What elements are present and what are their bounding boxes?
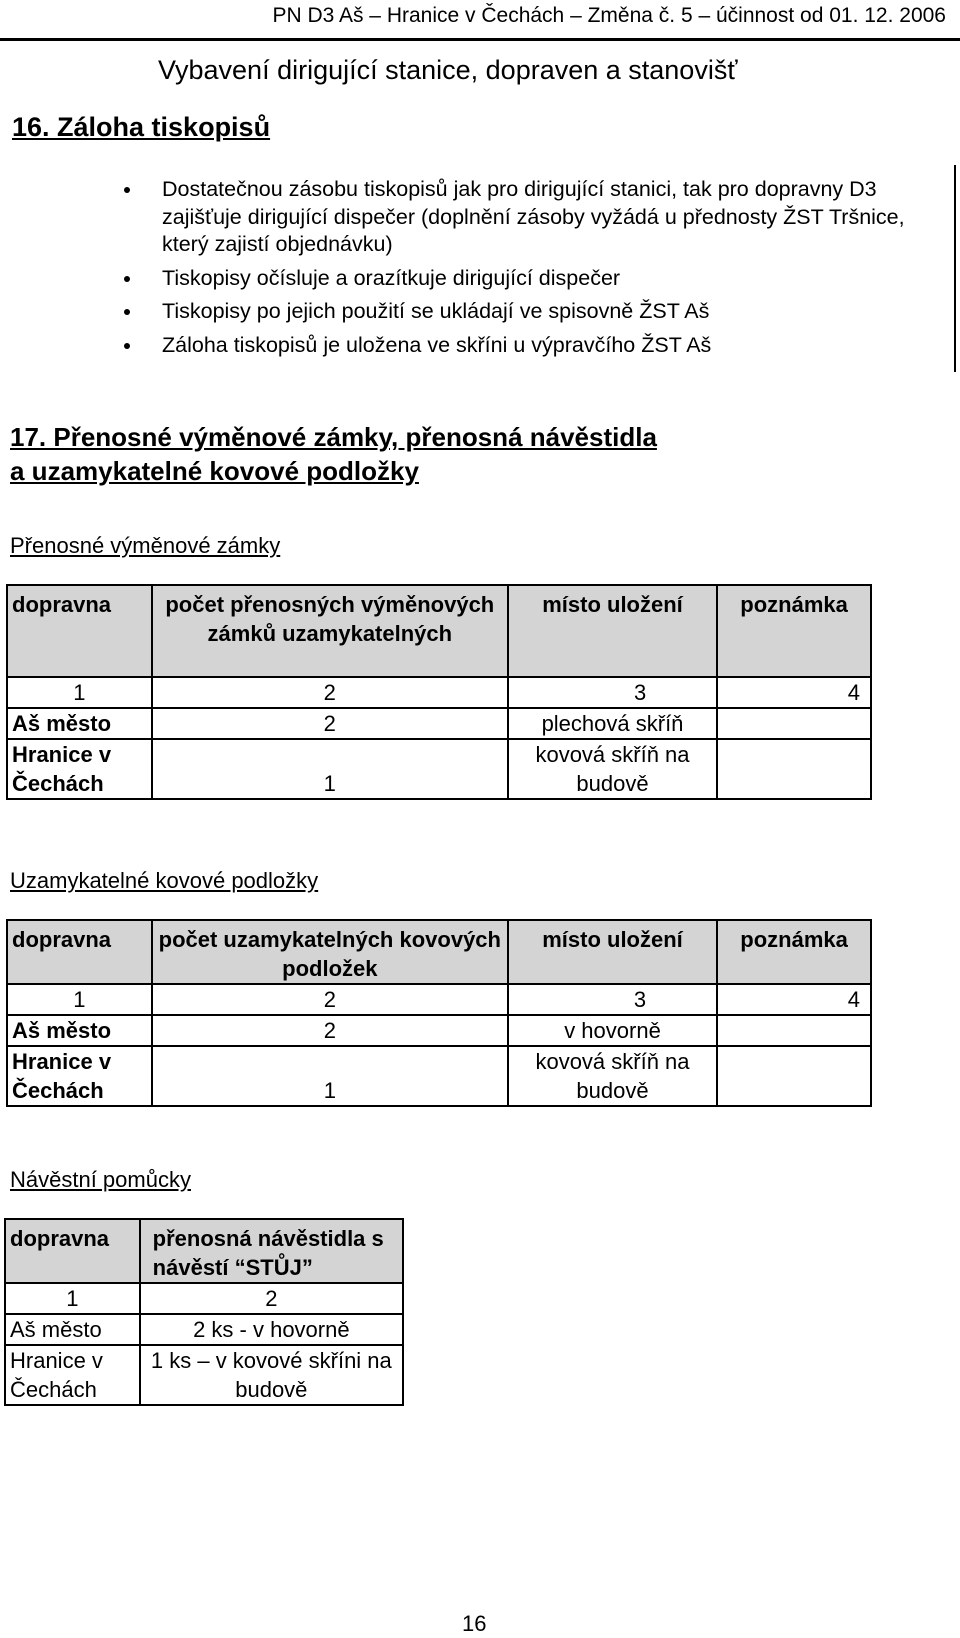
pads-label: Uzamykatelné kovové podložky: [10, 868, 319, 893]
table-header-row: [7, 585, 871, 677]
bullet-item: [120, 265, 920, 293]
station-cell: Hranice v Čechách: [7, 739, 152, 799]
bullet-icon: [124, 309, 130, 315]
page-number: 16: [462, 1611, 487, 1636]
col-header-note: poznámka: [717, 920, 871, 984]
pads-table: [6, 919, 872, 1107]
change-bar: [954, 165, 956, 372]
bullet-text: Tiskopisy po jejich použití se ukládají ve spisovně ŽST Aš: [162, 299, 710, 323]
bullet-item: [120, 298, 920, 326]
col-header-signals: přenosná návěstidla s návěstí “STŮJ”: [140, 1219, 403, 1283]
bullet-item: [120, 332, 920, 360]
col-number: 4: [717, 677, 871, 708]
col-header-note: poznámka: [717, 585, 871, 677]
section-17-heading: [10, 420, 657, 488]
table-row: [5, 1345, 403, 1405]
section-16-heading: 16. Záloha tiskopisů: [12, 112, 271, 142]
note-cell: [717, 708, 871, 739]
section-16-bullet-list: [120, 176, 920, 365]
col-header-place: místo uložení: [508, 585, 717, 677]
count-cell: 2: [152, 708, 508, 739]
section-17-heading-line2: a uzamykatelné kovové podložky: [10, 456, 419, 486]
note-cell: [717, 739, 871, 799]
station-cell: Hranice v Čechách: [7, 1046, 152, 1106]
bullet-icon: [124, 276, 130, 282]
col-number: 4: [717, 984, 871, 1015]
count-cell: 2: [152, 1015, 508, 1046]
count-cell: 1: [152, 739, 508, 799]
table-row: [7, 739, 871, 799]
running-title: PN D3 Aš – Hranice v Čechách – Změna č. 5 – účinnost od 01. 12. 2006: [272, 4, 946, 27]
bullet-item: [120, 176, 920, 259]
table-row: [7, 1015, 871, 1046]
col-header-place: místo uložení: [508, 920, 717, 984]
place-cell: kovová skříň na budově: [508, 739, 717, 799]
col-number: 2: [140, 1283, 403, 1314]
signals-table: [4, 1218, 404, 1406]
table-header-row: [7, 920, 871, 984]
count-cell: 1: [152, 1046, 508, 1106]
station-cell: Aš město: [7, 708, 152, 739]
col-number: 2: [152, 677, 508, 708]
bullet-text: Tiskopisy očísluje a orazítkuje dirigující dispečer: [162, 265, 621, 290]
col-header-count: počet uzamykatelných kovových podložek: [152, 920, 508, 984]
bullet-icon: [124, 343, 130, 349]
items-cell: 1 ks – v kovové skříni na budově: [140, 1345, 403, 1405]
items-cell: 2 ks - v hovorně: [140, 1314, 403, 1345]
section-17-heading-line1: 17. Přenosné výměnové zámky, přenosná návěstidla: [10, 422, 657, 452]
col-header-station: dopravna: [7, 920, 152, 984]
table-row: [7, 1046, 871, 1106]
bullet-icon: [124, 187, 130, 193]
note-cell: [717, 1046, 871, 1106]
header-rule: [0, 38, 960, 41]
col-number: 2: [152, 984, 508, 1015]
table-number-row: [7, 984, 871, 1015]
col-header-station: dopravna: [7, 585, 152, 677]
station-cell: Hranice v Čechách: [5, 1345, 140, 1405]
col-header-station: dopravna: [5, 1219, 140, 1283]
station-cell: Aš město: [5, 1314, 140, 1345]
bullet-text: Dostatečnou zásobu tiskopisů jak pro dirigující stanici, tak pro dopravny D3 zajišťuje dirigující dispečer (doplnění zásoby vyžádá u přednosty ŽST Tršnice, který zajistí objednávku): [162, 177, 905, 256]
locks-table: [6, 584, 872, 800]
locks-label: Přenosné výměnové zámky: [10, 533, 281, 558]
table-row: [7, 708, 871, 739]
table-header-row: [5, 1219, 403, 1283]
place-cell: kovová skříň na budově: [508, 1046, 717, 1106]
col-number: 1: [5, 1283, 140, 1314]
bullet-text: Záloha tiskopisů je uložena ve skříni u výpravčího ŽST Aš: [162, 332, 712, 357]
col-number: 1: [7, 677, 152, 708]
table-number-row: [5, 1283, 403, 1314]
col-number: 1: [7, 984, 152, 1015]
col-number: 3: [508, 984, 717, 1015]
col-number: 3: [508, 677, 717, 708]
table-number-row: [7, 677, 871, 708]
page-subtitle: Vybavení dirigující stanice, dopraven a stanovišť: [158, 55, 738, 85]
table-row: [5, 1314, 403, 1345]
note-cell: [717, 1015, 871, 1046]
place-cell: v hovorně: [508, 1015, 717, 1046]
col-header-count: počet přenosných výměnových zámků uzamykatelných: [152, 585, 508, 677]
signals-label: Návěstní pomůcky: [10, 1167, 191, 1192]
place-cell: plechová skříň: [508, 708, 717, 739]
station-cell: Aš město: [7, 1015, 152, 1046]
